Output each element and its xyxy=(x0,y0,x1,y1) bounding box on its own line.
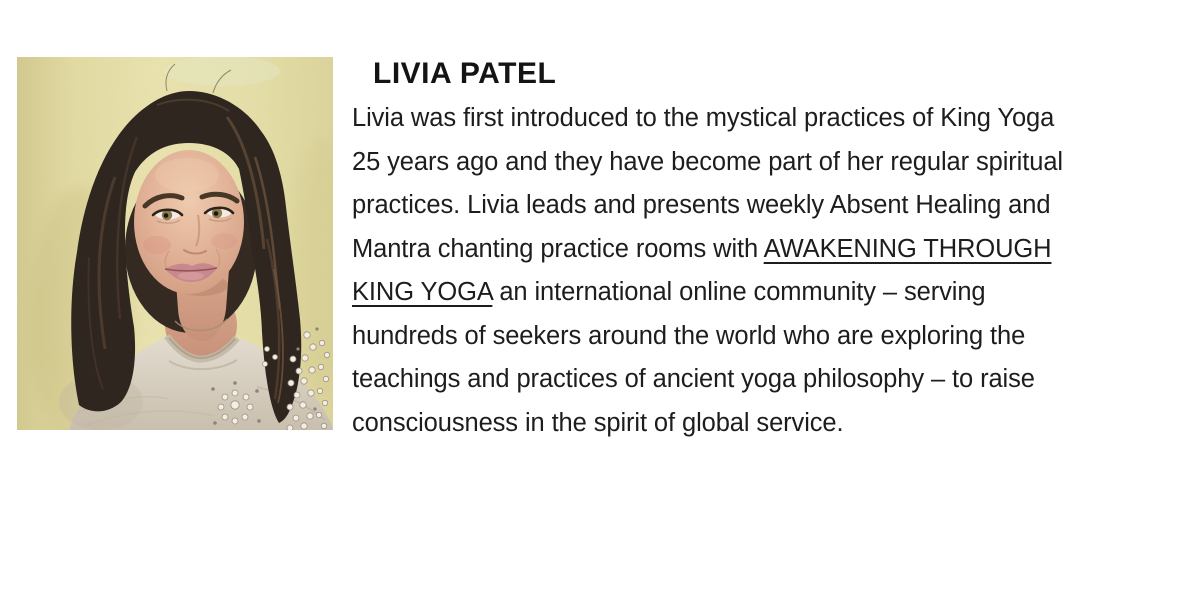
bio-text-segment: Mantra chanting practice rooms with xyxy=(352,234,764,263)
speaker-bio-text xyxy=(352,97,1182,445)
bio-text-segment: Livia was first introduced to the mystical practices of King Yoga xyxy=(352,104,1055,132)
face xyxy=(134,150,244,294)
bio-text-segment: practices. Livia leads and presents weekly Absent Healing and xyxy=(352,191,1051,219)
speaker-photo xyxy=(17,57,333,430)
bio-text-segment: 25 years ago and they have become part of her regular spiritual xyxy=(352,147,1063,176)
portrait-illustration xyxy=(17,57,333,430)
bio-line xyxy=(352,141,1182,185)
bio-line xyxy=(352,358,1182,402)
bio-line xyxy=(352,97,1182,141)
community-link-text[interactable]: AWAKENING THROUGH xyxy=(763,234,1052,263)
speaker-name: LIVIA PATEL xyxy=(373,57,557,90)
bio-text-segment: hundreds of seekers around the world who are exploring the xyxy=(352,321,1026,350)
bio-line xyxy=(352,402,1182,446)
bio-line xyxy=(352,228,1182,272)
bio-text-segment: teachings and practices of ancient yoga philosophy – to raise xyxy=(352,365,1035,393)
bio-line xyxy=(352,271,1182,315)
bio-line xyxy=(352,315,1182,359)
bio-text-segment: an international online community – serving xyxy=(492,278,986,306)
bio-text-segment: consciousness in the spirit of global service. xyxy=(352,408,844,437)
speaker-bio xyxy=(352,57,1182,445)
bio-line xyxy=(352,184,1182,228)
community-link-text[interactable]: KING YOGA xyxy=(352,278,493,306)
